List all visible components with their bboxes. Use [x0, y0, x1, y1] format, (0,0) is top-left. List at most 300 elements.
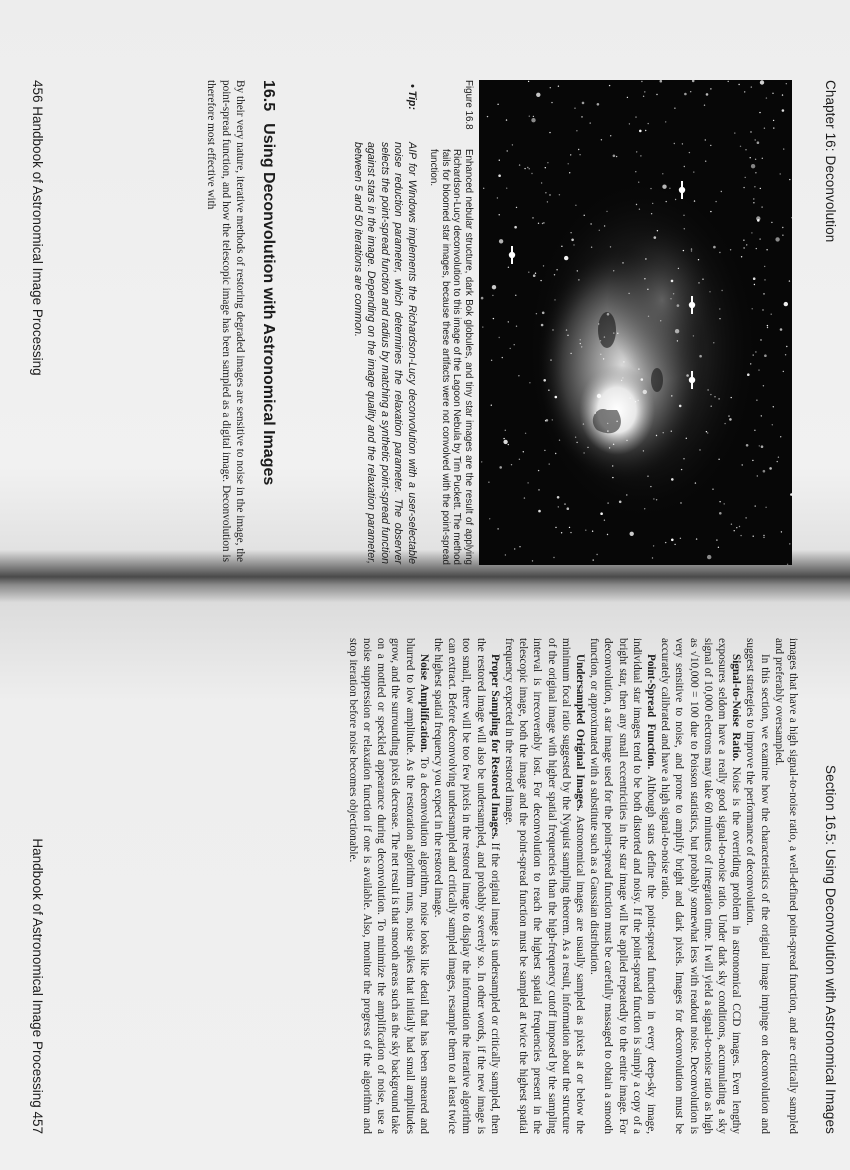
star — [505, 554, 506, 555]
star — [773, 127, 774, 128]
star — [529, 168, 530, 169]
figure-label: Figure 16.8 — [463, 80, 474, 130]
star — [719, 318, 720, 319]
star — [538, 470, 539, 471]
star — [645, 258, 646, 259]
star — [613, 155, 616, 158]
paragraph-text: If the original image is undersampled or critically sampled, then the restored image will also be undersampled, and probably severely so. In other words, if the new image is too small, there will be too few pixels in the restored image to display the information the iterative algorithm can extract. Before deconvolving undersampled and critically sampled images, resample them to at least twice the highest spatial frequency you expect in the restored image. — [431, 638, 501, 1134]
star — [604, 225, 605, 226]
star — [492, 295, 493, 296]
star — [640, 155, 641, 156]
star — [757, 219, 760, 222]
star — [544, 450, 545, 451]
star — [542, 223, 543, 224]
star — [623, 361, 624, 362]
star — [743, 187, 744, 188]
star — [777, 461, 778, 462]
star — [566, 329, 567, 330]
paragraph-text: To a deconvolution algorithm, noise looks like detail that has been smeared and blurred to low amplitude. As the restoration algorithm runs, noise spikes that initially had small amplitudes grow, and the surrounding pixels decrease. The net result is that smooth areas such as the sky background take on a mottled or speckled appearance during deconvolution. To minimize the amplification of noise, use a noise suppression or relaxation function if one is available. Also, monitor the progress of the algorithm and stop iteration before noise becomes objectionable. — [346, 638, 430, 1134]
star — [711, 406, 712, 407]
star — [656, 435, 657, 436]
star — [541, 182, 542, 183]
star — [508, 267, 509, 268]
bright-star — [689, 302, 695, 308]
star — [505, 430, 506, 431]
star — [786, 83, 787, 84]
star — [750, 131, 751, 132]
star — [569, 172, 570, 173]
star — [675, 199, 676, 200]
star — [549, 194, 550, 195]
star — [719, 501, 720, 502]
star — [598, 323, 599, 324]
star — [582, 102, 585, 105]
star — [606, 211, 607, 212]
star — [753, 202, 754, 203]
star — [729, 418, 732, 421]
star — [754, 430, 755, 431]
star — [638, 400, 639, 401]
star — [627, 97, 628, 98]
star — [591, 247, 592, 248]
star — [613, 270, 614, 271]
star — [750, 157, 751, 158]
star — [760, 188, 761, 189]
star — [678, 268, 679, 269]
star — [773, 120, 774, 121]
star — [592, 531, 593, 532]
star — [781, 531, 782, 532]
star — [638, 368, 639, 369]
star — [724, 503, 725, 504]
star — [493, 318, 494, 319]
star — [783, 371, 784, 372]
star — [549, 132, 550, 133]
star — [503, 438, 504, 439]
star — [482, 326, 483, 327]
star — [782, 227, 783, 228]
star — [499, 466, 502, 469]
star — [579, 154, 580, 155]
star — [597, 103, 600, 106]
star — [555, 527, 556, 528]
star — [718, 398, 719, 399]
star — [683, 215, 684, 216]
star — [710, 394, 711, 395]
star — [503, 440, 507, 444]
star — [575, 437, 576, 438]
star — [752, 308, 753, 309]
star — [731, 397, 732, 398]
star — [761, 415, 762, 416]
left-page — [0, 0, 850, 568]
star — [682, 143, 683, 144]
section-title: Using Deconvolution with Astronomical Images — [260, 123, 277, 486]
star — [561, 532, 562, 533]
running-head-right: Section 16.5: Using Deconvolution with Astronomical Images — [823, 765, 838, 1134]
star — [523, 451, 524, 452]
star — [780, 328, 783, 331]
star — [610, 135, 611, 136]
paragraph-text: Noise is the overriding problem in astronomical CCD images. Even lengthy exposures seldom have a really good signal-to-noise ratio. Under dark sky conditions, accumulating a sky signal of 10,000 electrons may take 60 minutes of integration time. It will yield a signal-to-noise ratio as high as √10,000 = 100 due to Poisson statistics, but probably somewhat less with readout noise. Deconvolution is very sensitive to noise, and prone to amplify bright and dark pixels. Images for deconvolution must be accurately calibrated and have a high signal-to-noise ratio. — [659, 638, 743, 1134]
star — [628, 293, 629, 294]
star — [564, 256, 568, 260]
star — [559, 194, 560, 195]
star — [758, 369, 759, 370]
star — [745, 517, 746, 518]
star — [506, 188, 507, 189]
paragraph-run-in: Point-Spread Function. — [644, 654, 657, 770]
star — [629, 398, 630, 399]
star — [644, 278, 645, 279]
star — [683, 250, 684, 251]
star — [728, 415, 729, 416]
star — [757, 141, 760, 144]
star — [734, 530, 735, 531]
star — [698, 259, 699, 260]
star — [499, 214, 500, 215]
star — [547, 162, 548, 163]
star — [705, 139, 706, 140]
star — [538, 510, 541, 513]
star — [644, 91, 645, 92]
star — [574, 108, 575, 109]
star — [524, 168, 525, 169]
star — [499, 160, 500, 161]
star — [570, 532, 571, 533]
star — [533, 274, 536, 277]
star — [616, 156, 617, 157]
star — [707, 389, 708, 390]
star — [718, 459, 719, 460]
star — [577, 270, 578, 271]
running-foot-right: Handbook of Astronomical Image Processing 457 — [30, 838, 45, 1134]
star — [756, 400, 757, 401]
star — [604, 520, 605, 521]
star — [538, 223, 539, 224]
star — [764, 128, 765, 129]
star — [519, 459, 520, 460]
star — [766, 97, 767, 98]
star — [622, 262, 623, 263]
star — [689, 152, 690, 153]
star — [629, 123, 630, 124]
star — [554, 274, 555, 275]
paragraph — [346, 638, 431, 1134]
star — [644, 508, 645, 509]
star — [762, 309, 763, 310]
star — [540, 280, 541, 281]
star — [575, 205, 576, 206]
star — [684, 93, 687, 96]
star — [772, 93, 773, 94]
star — [669, 188, 670, 189]
paragraph — [431, 638, 502, 1134]
star — [783, 148, 784, 149]
star — [675, 329, 679, 333]
star — [568, 163, 569, 164]
star — [519, 546, 520, 547]
star — [487, 116, 488, 117]
figure-caption-text: Enhanced nebular structure, dark Bok globules, and tiny star images are the result of applying Richardson-Lucy deconvolution to this image of the Lagoon Nebula by Tim Puckett. The method fails for bloomed star images, because these artifacts were not convolved with the point-spread function. — [428, 149, 474, 565]
star — [662, 173, 663, 174]
star — [497, 528, 498, 529]
star — [550, 359, 551, 360]
star — [612, 477, 613, 478]
star — [548, 390, 549, 391]
star — [543, 222, 544, 223]
star — [760, 80, 764, 84]
figure-caption — [428, 80, 474, 565]
right-body — [346, 638, 801, 1134]
star — [662, 185, 666, 189]
star — [596, 554, 597, 555]
left-body-paragraph: By their very nature, iterative methods of restoring degraded images are sensitive to noise in the image, the point-spread function, and how the telescopic image has been sampled as a digital image. Deconvolution is therefore most effective with — [205, 80, 246, 562]
star — [647, 476, 648, 477]
star — [677, 340, 678, 341]
star — [536, 313, 537, 314]
star — [780, 173, 781, 174]
star — [683, 458, 684, 459]
star — [753, 277, 756, 280]
star — [782, 109, 785, 112]
star — [635, 116, 636, 117]
star — [652, 203, 653, 204]
star — [771, 314, 772, 315]
star — [710, 211, 711, 212]
star — [745, 149, 746, 150]
star — [590, 122, 591, 123]
section-number: 16.5 — [260, 80, 277, 112]
star — [607, 430, 608, 431]
star — [761, 206, 762, 207]
paragraph-run-in: Signal-to-Noise Ratio. — [730, 654, 743, 762]
star — [753, 354, 754, 355]
star — [599, 230, 600, 231]
star — [741, 256, 742, 257]
star — [663, 432, 664, 433]
star — [529, 382, 530, 383]
star — [775, 237, 779, 241]
star — [743, 247, 744, 248]
star — [600, 354, 601, 355]
star — [532, 560, 533, 561]
star — [671, 431, 672, 432]
star — [742, 464, 743, 465]
star — [648, 123, 649, 124]
star — [558, 506, 559, 507]
star — [559, 440, 560, 441]
star — [643, 450, 644, 451]
star — [760, 339, 761, 340]
star — [789, 280, 790, 281]
star — [751, 232, 752, 233]
star — [555, 396, 558, 399]
star — [610, 246, 611, 247]
star — [721, 191, 722, 192]
star — [550, 87, 551, 88]
star — [617, 333, 618, 334]
star — [787, 564, 788, 565]
star — [571, 239, 574, 242]
right-page — [0, 602, 850, 1170]
star — [583, 423, 584, 424]
star — [483, 188, 484, 189]
star — [690, 91, 691, 92]
star — [590, 223, 591, 224]
star — [604, 336, 605, 337]
star — [724, 423, 725, 424]
star — [584, 215, 585, 216]
star — [619, 501, 622, 504]
star — [557, 496, 560, 499]
star — [635, 401, 636, 402]
nebula-photo-graphic — [479, 80, 792, 565]
star — [570, 232, 571, 233]
star — [674, 108, 675, 109]
star — [569, 527, 570, 528]
star — [635, 171, 636, 172]
star — [595, 412, 596, 413]
star — [576, 442, 577, 443]
star — [531, 173, 532, 174]
star — [491, 360, 492, 361]
star — [546, 419, 549, 422]
star — [532, 217, 533, 218]
star — [585, 530, 586, 531]
star — [527, 167, 528, 168]
star — [621, 380, 622, 381]
star — [525, 433, 526, 434]
star — [719, 252, 720, 253]
star — [674, 544, 675, 545]
star — [545, 192, 546, 193]
star — [645, 130, 646, 131]
star — [570, 154, 571, 155]
star — [555, 453, 556, 454]
star — [789, 179, 790, 180]
star — [648, 316, 649, 317]
star — [510, 348, 511, 349]
star — [665, 121, 666, 122]
star — [773, 406, 774, 407]
star — [607, 534, 608, 535]
star — [535, 273, 536, 274]
star — [710, 88, 711, 89]
star — [771, 222, 772, 223]
star — [763, 537, 764, 538]
star — [564, 503, 565, 504]
star — [756, 248, 757, 249]
star — [528, 81, 529, 82]
star — [694, 200, 695, 201]
star — [653, 498, 654, 499]
star — [707, 432, 708, 433]
star — [713, 246, 716, 249]
star — [553, 557, 554, 558]
star — [680, 538, 681, 539]
star — [755, 139, 756, 140]
paragraph — [658, 638, 743, 1134]
star — [607, 502, 608, 503]
star — [759, 445, 760, 446]
star — [524, 497, 525, 498]
tip-box — [351, 84, 419, 564]
star — [656, 499, 657, 500]
star — [755, 351, 756, 352]
star — [707, 555, 711, 559]
star — [738, 84, 739, 85]
star — [713, 342, 714, 343]
star — [515, 295, 516, 296]
star — [516, 326, 517, 327]
star — [499, 239, 503, 243]
star — [578, 149, 579, 150]
paragraph-run-in: Proper Sampling for Restored Images. — [488, 654, 501, 840]
tip-text: AIP for Windows implements the Richardson-Lucy deconvolution with a user-selectable noise reduction parameter, which determines the relaxation parameter. The observer selects the point-spread function and radius by matching a synthetic point-spread function against stars in the image. Depending on the image quality and the relaxation parameter, between 5 and 50 iterations are common. — [352, 142, 418, 564]
star — [518, 375, 519, 376]
star — [580, 339, 581, 340]
star — [686, 374, 689, 377]
star — [769, 467, 772, 470]
star — [784, 302, 788, 306]
star — [782, 94, 783, 95]
star — [626, 440, 627, 441]
star — [767, 327, 768, 328]
star — [752, 460, 753, 461]
star — [789, 543, 790, 544]
star — [751, 86, 752, 87]
star — [747, 373, 750, 376]
star — [705, 161, 706, 162]
paragraph — [743, 638, 771, 1134]
star — [786, 346, 787, 347]
star — [543, 265, 544, 266]
star — [691, 250, 692, 251]
star — [699, 449, 700, 450]
star — [755, 159, 756, 160]
star — [698, 282, 699, 283]
star — [751, 164, 755, 168]
star — [587, 447, 588, 448]
paragraph — [502, 638, 587, 1134]
star — [512, 144, 513, 145]
star — [567, 335, 568, 336]
star — [636, 151, 637, 152]
paragraph-text: In this section, we examine how the characteristics of the original image impinge on deconvolution and suggest strategies to improve the performance of deconvolution. — [744, 638, 771, 1134]
star — [736, 527, 737, 528]
star — [551, 102, 552, 103]
star — [558, 86, 559, 87]
star — [647, 289, 648, 290]
star — [778, 457, 779, 458]
star — [656, 94, 657, 95]
star — [670, 298, 671, 299]
star — [636, 204, 637, 205]
star — [511, 464, 512, 465]
star — [753, 536, 754, 537]
star — [718, 547, 719, 548]
star — [753, 198, 754, 199]
star — [516, 207, 517, 208]
paragraph-run-in: Undersampled Original Images. — [573, 654, 586, 812]
star — [613, 444, 614, 445]
paragraph-text: Astronomical images are usually sampled as pixels at or below the minimum focal ratio suggested by the Nyquist sampling theorem. As a result, information about the structure of the original image with higher spatial frequencies than the high-frequency cutoff imposed by the sampling interval is irrecoverably lost. For deconvolution to reach the highest spatial frequencies present in the telescopic image, both the image and the point-spread function must be sampled at twice the highest spatial frequency expected in the restored image. — [502, 638, 586, 1134]
star — [639, 130, 642, 133]
star — [601, 139, 602, 140]
star — [762, 158, 763, 159]
star — [653, 545, 654, 546]
